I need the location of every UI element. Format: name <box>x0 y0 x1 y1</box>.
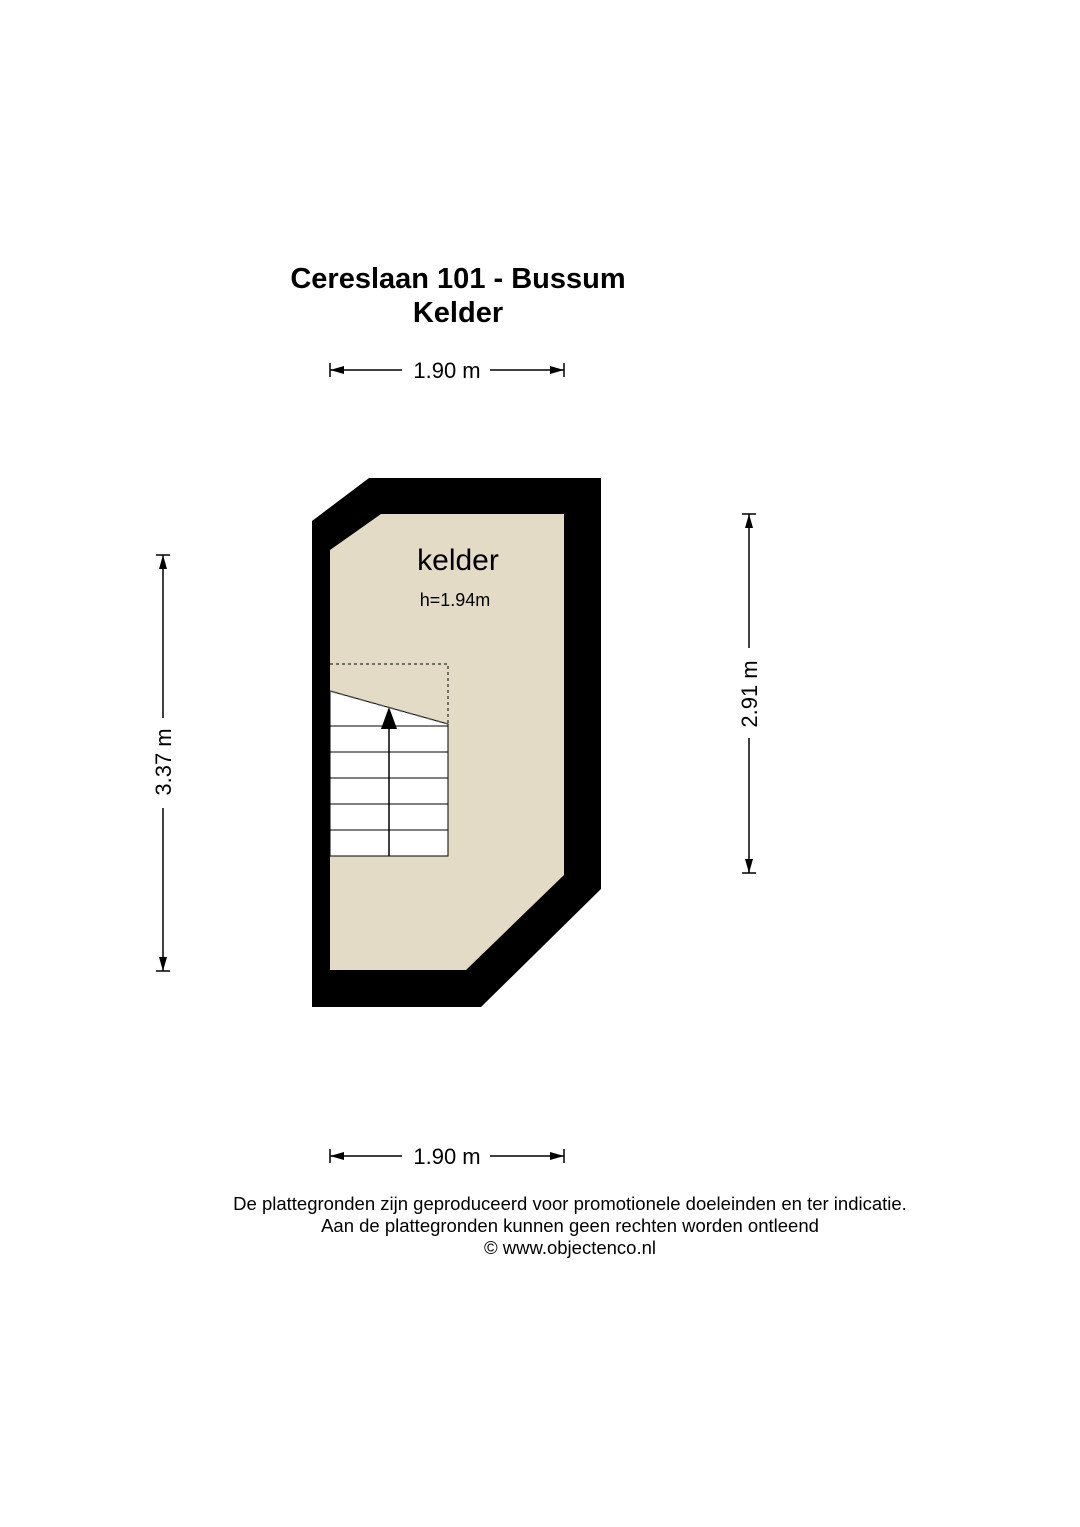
dimension-left-label: 3.37 m <box>151 728 176 796</box>
room-height: h=1.94m <box>419 590 491 610</box>
dimension-right-label: 2.91 m <box>737 660 762 728</box>
dimension-top-label: 1.90 m <box>413 358 481 383</box>
disclaimer-line-2: Aan de plattegronden kunnen geen rechten worden ontleend <box>321 1215 819 1236</box>
copyright-link: © www.objectenco.nl <box>484 1237 656 1258</box>
disclaimer-line-1: De plattegronden zijn geproduceerd voor promotionele doeleinden en ter indicatie. <box>233 1193 907 1214</box>
room-name: kelder <box>417 544 499 577</box>
plan-title-address: Cereslaan 101 - Bussum <box>290 263 626 295</box>
plan-title-floor: Kelder <box>412 297 504 329</box>
dimension-bottom-label: 1.90 m <box>413 1144 481 1169</box>
